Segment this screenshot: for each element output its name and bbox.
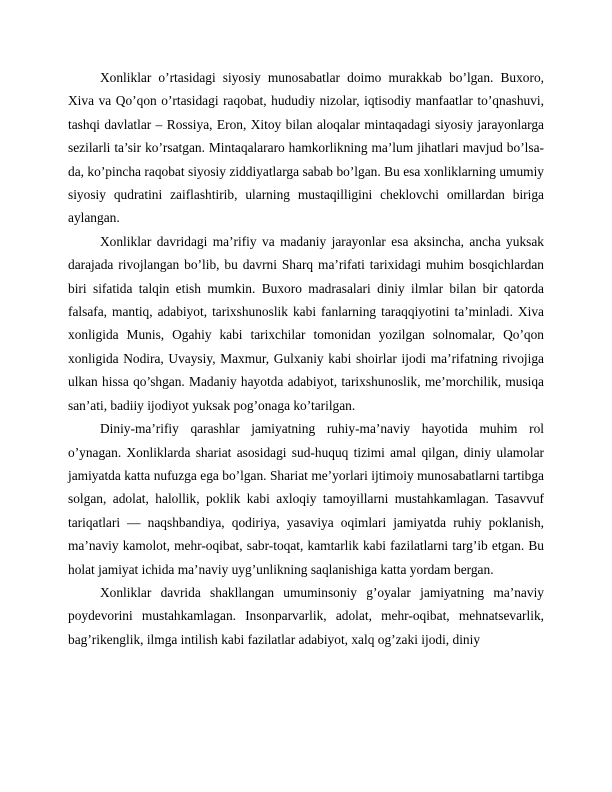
document-body xyxy=(68,66,544,651)
paragraph-cultural-processes: Xonliklar davridagi ma’rifiy va madaniy jarayonlar esa aksincha, ancha yuksak darajada rivojlangan bo’lib, bu davrni Sharq ma’rifati tarixidagi muhim bosqichlardan biri sifatida talqin etish mumkin. Buxoro madrasalari diniy ilmlar bilan bir qatorda falsafa, mantiq, adabiyot, tarixshunoslik kabi fanlarning taraqqiyotini ta’minladi. Xiva xonligida Munis, Ogahiy kabi tarixchilar tomonidan yozilgan solnomalar, Qo’qon xonligida Nodira, Uvaysiy, Maxmur, Gulxaniy kabi shoirlar ijodi ma’rifatning rivojiga ulkan hissa qo’shgan. Madaniy hayotda adabiyot, tarixshunoslik, me’morchilik, musiqa san’ati, badiiy ijodiyot yuksak pog’onaga ko’tarilgan. xyxy=(68,233,544,413)
paragraph-political-relations: Xonliklar o’rtasidagi siyosiy munosabatlar doimo murakkab bo’lgan. Buxoro, Xiva va Qo’qon o’rtasidagi raqobat, hududiy nizolar, iqtisodiy manfaatlar to’qnashuvi, tashqi davlatlar – Rossiya, Eron, Xitoy bilan aloqalar mintaqadagi siyosiy jarayonlarga sezilarli ta’sir ko’rsatgan. Mintaqalararo hamkorlikning ma’lum jihatlari mavjud bo’lsa-da, ko’pincha raqobat siyosiy ziddiyatlarga sabab bo’lgan. Bu esa xonliklarning umumiy siyosiy qudratini zaiflashtirib, ularning mustaqilligini cheklovchi omillardan biriga aylangan. xyxy=(68,70,544,226)
paragraph-universal-ideas: Xonliklar davrida shakllangan umuminsoniy g’oyalar jamiyatning ma’naviy poydevorini mustahkamlagan. Insonparvarlik, adolat, mehr-oqibat, mehnatsevarlik, bag’rikenglik, ilmga intilish kabi fazilatlar adabiyot, xalq og’zaki ijodi, diniy xyxy=(68,584,544,647)
paragraph-religious-views: Diniy-ma’rifiy qarashlar jamiyatning ruhiy-ma’naviy hayotida muhim rol o’ynagan. Xonliklarda shariat asosidagi sud-huquq tizimi amal qilgan, diniy ulamolar jamiyatda katta nufuzga ega bo’lgan. Shariat me’yorlari ijtimoiy munosabatlarni tartibga solgan, adolat, halollik, poklik kabi axloqiy tamoyillarni mustahkamlagan. Tasavvuf tariqatlari — naqshbandiya, qodiriya, yasaviya oqimlari jamiyatda ruhiy poklanish, ma’naviy kamolot, mehr-oqibat, sabr-toqat, kamtarlik kabi fazilatlarni targ’ib etgan. Bu holat jamiyat ichida ma’naviy uyg’unlikning saqlanishiga katta yordam bergan. xyxy=(68,421,544,577)
